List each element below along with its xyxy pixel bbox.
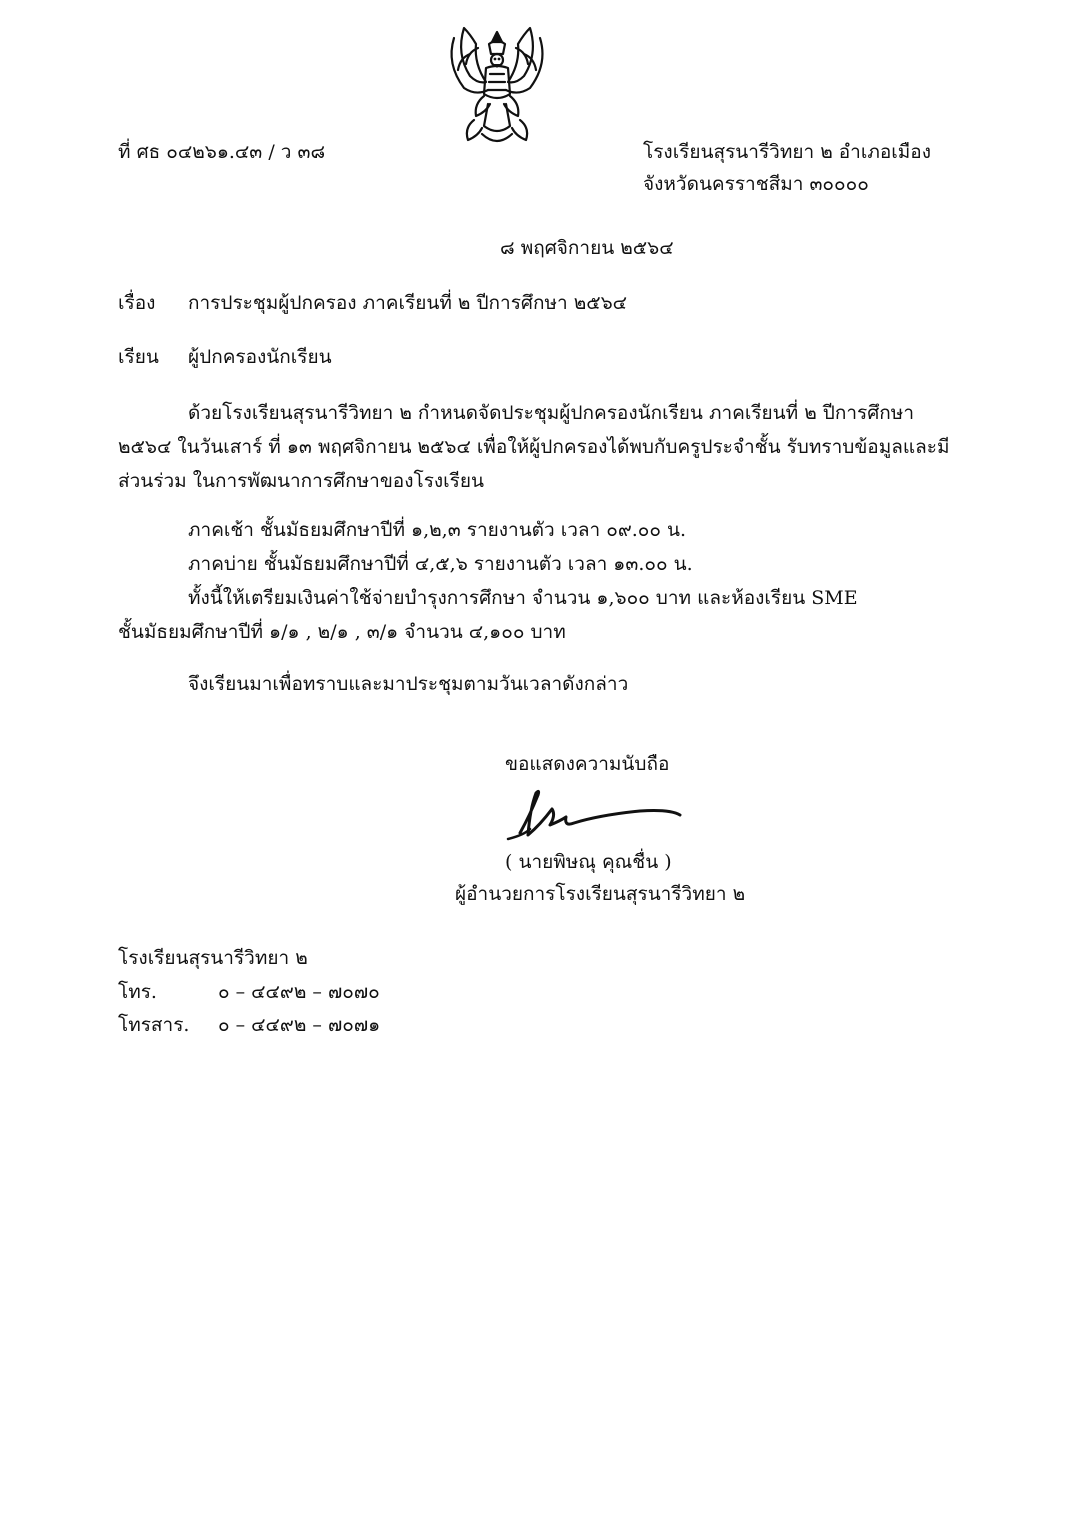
salutation: ขอแสดงความนับถือ bbox=[505, 753, 670, 775]
signature-icon bbox=[500, 785, 690, 845]
school-address-line1: โรงเรียนสุรนารีวิทยา ๒ อำเภอเมือง bbox=[643, 141, 931, 163]
fee-line-2: ชั้นมัธยมศึกษาปีที่ ๑/๑ , ๒/๑ , ๓/๑ จำนวน ๔,๑๐๐ บาท bbox=[118, 621, 566, 643]
footer-tel-label: โทร. bbox=[118, 981, 157, 1003]
recipient-text: ผู้ปกครองนักเรียน bbox=[188, 346, 332, 368]
closing-sentence: จึงเรียนมาเพื่อทราบและมาประชุมตามวันเวลาดังกล่าว bbox=[188, 673, 629, 695]
garuda-emblem-icon bbox=[434, 24, 560, 150]
footer-fax-number: ๐ – ๔๔๙๒ – ๗๐๗๑ bbox=[218, 1014, 381, 1036]
letter-date: ๘ พฤศจิกายน ๒๕๖๔ bbox=[500, 237, 674, 259]
subject-text: การประชุมผู้ปกครอง ภาคเรียนที่ ๒ ปีการศึกษา ๒๕๖๔ bbox=[188, 292, 628, 314]
school-address-line2: จังหวัดนครราชสีมา ๓๐๐๐๐ bbox=[643, 173, 869, 195]
body-paragraph-1: ด้วยโรงเรียนสุรนารีวิทยา ๒ กำหนดจัดประชุมผู้ปกครองนักเรียน ภาคเรียนที่ ๒ ปีการศึกษา ๒๕๖๔ ในวันเสาร์ ที่ ๑๓ พฤศจิกายน ๒๕๖๔ เพื่อให้ผู้ปกครองได้พบกับครูประจำชั้น รับทราบข้อมูลและมีส่วนร่วม ในการพัฒนาการศึกษาของโรงเรียน bbox=[118, 402, 950, 492]
fee-line-1: ทั้งนี้ให้เตรียมเงินค่าใช้จ่ายบำรุงการศึกษา จำนวน ๑,๖๐๐ บาท และห้องเรียน SME bbox=[188, 587, 858, 609]
footer-fax-label: โทรสาร. bbox=[118, 1014, 190, 1036]
subject-label: เรื่อง bbox=[118, 292, 156, 314]
afternoon-session: ภาคบ่าย ชั้นมัธยมศึกษาปีที่ ๔,๕,๖ รายงานตัว เวลา ๑๓.๐๐ น. bbox=[188, 553, 693, 575]
morning-session: ภาคเช้า ชั้นมัธยมศึกษาปีที่ ๑,๒,๓ รายงานตัว เวลา ๐๙.๐๐ น. bbox=[188, 519, 687, 541]
footer-school-name: โรงเรียนสุรนารีวิทยา ๒ bbox=[118, 947, 308, 969]
signatory-position: ผู้อำนวยการโรงเรียนสุรนารีวิทยา ๒ bbox=[455, 883, 746, 905]
signatory-name: ( นายพิษณุ คุณชื่น ) bbox=[505, 851, 672, 873]
recipient-label: เรียน bbox=[118, 346, 159, 368]
reference-number: ที่ ศธ ๐๔๒๖๑.๔๓ / ว ๓๘ bbox=[118, 141, 326, 163]
footer-tel-number: ๐ – ๔๔๙๒ – ๗๐๗๐ bbox=[218, 981, 380, 1003]
